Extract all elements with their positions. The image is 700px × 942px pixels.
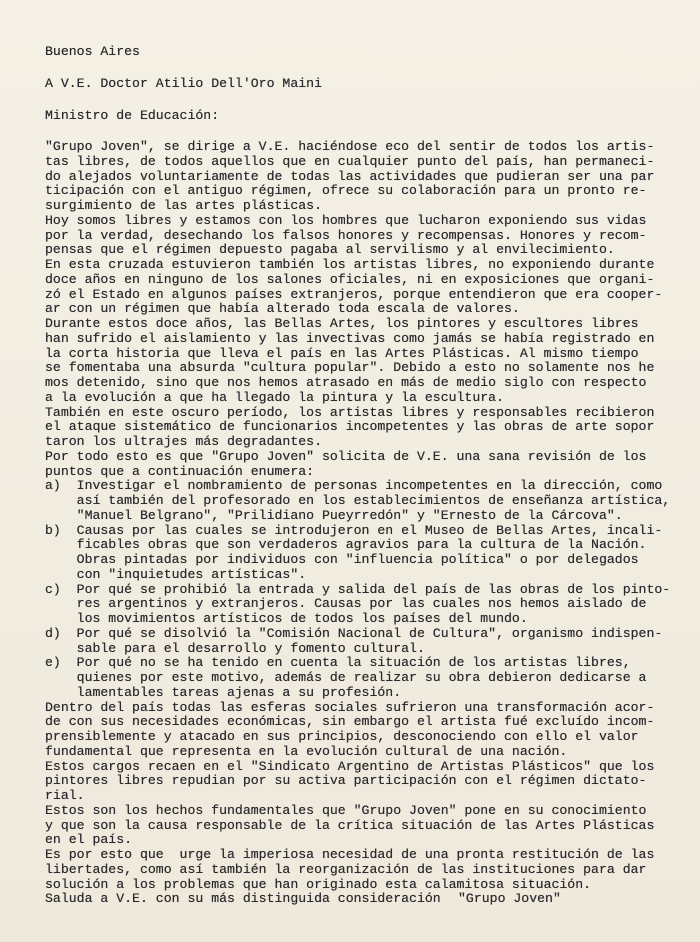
letter-body-line: en el país. [45, 832, 133, 848]
letter-body-line: así también del profesorado en los establecimientos de enseñanza artística, [45, 493, 671, 508]
letter-body-line: surgimiento de las artes plásticas. [45, 198, 322, 213]
letter-body-line: tas libres, de todos aquellos que en cualquier punto del país, han permaneci- [45, 153, 655, 169]
letter-body-line: ar con un régimen que había alterado toda escala de valores. [45, 301, 520, 317]
letter-body-line: "Manuel Belgrano", "Prilidiano Pueyrredón" y "Ernesto de la Cárcova". [45, 507, 623, 523]
letter-body-line: mos detenido, sino que nos hemos atrasado en más de medio siglo con respecto [45, 375, 647, 390]
letter-body-line: Saluda a V.E. con su más distinguida consideración [45, 891, 441, 907]
letter-body-line: con "inquietudes artísticas". [45, 566, 307, 582]
letter-body-line: el ataque sistemático de funcionarios incompetentes y las obras de arte sopor [45, 419, 655, 435]
letter-body-line: d) Por qué se disolvió la "Comisión Nacional de Cultura", organismo indispen- [45, 625, 663, 641]
letter-body-line: Obras pintadas por individuos con "influencia política" o por delegados [45, 552, 639, 567]
letter-body-line: lamentables tareas ajenas a su profesión. [45, 684, 402, 700]
letter-body-line: a la evolución a que ha llegado la pintura y la escultura. [45, 389, 504, 405]
letter-body-line: pensas que el régimen depuesto pagaba al servilismo y al envilecimiento. [45, 242, 615, 258]
letter-body-line: rial. [45, 788, 85, 803]
letter-body-line: "Grupo Joven", se dirige a V.E. haciéndose eco del sentir de todos los artis- [45, 139, 655, 154]
letter-body-line: Estos son los hechos fundamentales que "Grupo Joven" pone en su conocimiento [45, 802, 647, 818]
letter-body-line: pintores libres repudian por su activa participación con el régimen dictato- [45, 773, 647, 789]
letter-body-line: puntos que a continuación enumera: [45, 463, 315, 479]
letter-body-line: la corta historia que lleva el país en las Artes Plásticas. Al mismo tiempo [45, 345, 639, 361]
letter-body-line: y que son la causa responsable de la crítica situación de las Artes Plásticas [45, 817, 655, 833]
letter-body-line: fundamental que representa en la evolución cultural de una nación. [45, 743, 568, 759]
letter-addressee-role: Ministro de Educación: [45, 108, 220, 123]
letter-city: Buenos Aires [45, 44, 140, 59]
letter-body-line: Durante estos doce años, las Bellas Artes, los pintores y escultores libres [45, 316, 639, 331]
letter-body-line: c) Por qué se prohibió la entrada y salida del país de las obras de los pinto- [45, 581, 671, 597]
letter-body-line: los movimientos artísticos de todos los países del mundo. [45, 611, 528, 626]
letter-body-line: Dentro del país todas las esferas sociales sufrieron una transformación acor- [45, 699, 655, 715]
letter-body-line: Por todo esto es que "Grupo Joven" solicita de V.E. una sana revisión de los [45, 448, 647, 464]
letter-body-line: libertades, como así también la reorganización de las instituciones para dar [45, 861, 647, 877]
letter-body-line: se fomentaba una absurda "cultura popular". Debido a esto no solamente nos he [45, 360, 655, 376]
letter-body-line: e) Por qué no se ha tenido en cuenta la situación de los artistas libres, [45, 655, 631, 671]
letter-addressee: A V.E. Doctor Atilio Dell'Oro Maini [45, 76, 322, 91]
letter-body-line: ficables obras que son verdaderos agravios para la cultura de la Nación. [45, 537, 647, 553]
letter-signature: "Grupo Joven" [458, 891, 561, 906]
letter-body-line: ticipación con el antiguo régimen, ofrece su colaboración para un pronto re- [45, 183, 647, 199]
letter-body-line: res argentinos y extranjeros. Causas por las cuales nos hemos aislado de [45, 596, 647, 612]
letter-body-line: quienes por este motivo, además de realizar su obra debieron dedicarse a [45, 670, 647, 685]
letter-body-line: han sufrido el aislamiento y las invectivas como jamás se había registrado en [45, 330, 655, 346]
letter-body-line: También en este oscuro período, los artistas libres y responsables recibieron [45, 404, 655, 420]
letter-body-line: taron los ultrajes más degradantes. [45, 434, 322, 449]
letter-body-line: Estos cargos recaen en el "Sindicato Argentino de Artistas Plásticos" que los [45, 758, 655, 774]
letter-body-line: a) Investigar el nombramiento de personas incompetentes en la dirección, como [45, 478, 663, 494]
letter-body-line: solución a los problemas que han originado esta calamitosa situación. [45, 876, 592, 892]
letter-body-line: por la verdad, desechando los falsos honores y recompensas. Honores y recom- [45, 227, 647, 243]
letter-body-line: do alejados voluntariamente de todas las actividades que pudieran ser una par [45, 168, 655, 184]
letter-body-line: Es por esto que urge la imperiosa necesidad de una pronta restitución de las [45, 847, 655, 862]
letter-body-line: de con sus necesidades económicas, sin embargo el artista fué excluído incom- [45, 714, 655, 730]
letter-body-line: b) Causas por las cuales se introdujeron en el Museo de Bellas Artes, incali- [45, 522, 663, 538]
letter-body-line: sable para el desarrollo y fomento cultural. [45, 640, 425, 656]
letter-body-line: Hoy somos libres y estamos con los hombres que lucharon exponiendo sus vidas [45, 212, 647, 228]
letter-body-line: prensiblemente y atacado en sus principios, desconociendo con ello el valor [45, 729, 639, 744]
letter-body-line: zó el Estado en algunos países extranjeros, porque entendieron que era cooper- [45, 286, 663, 302]
letter-body-line: En esta cruzada estuvieron también los artistas libres, no exponiendo durante [45, 257, 655, 272]
letter-body-line: doce años en ninguno de los salones oficiales, ni en exposiciones que organi- [45, 271, 655, 287]
